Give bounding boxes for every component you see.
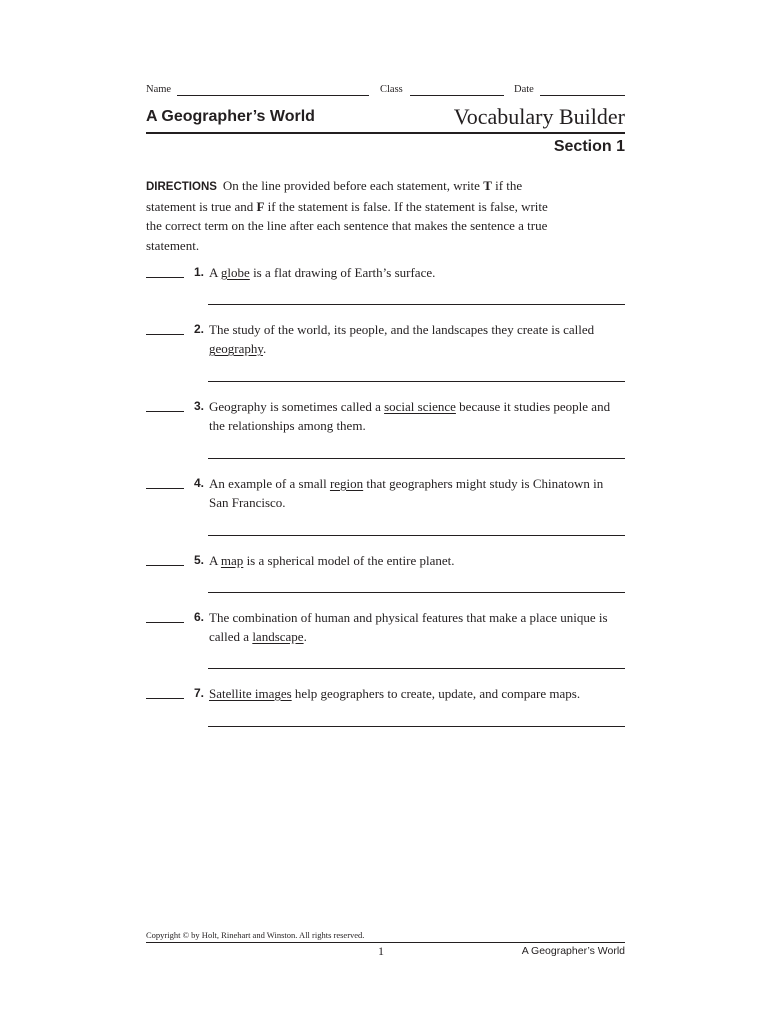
- directions-text-2: if the statement is true and: [146, 178, 523, 215]
- title-rule: [146, 132, 625, 134]
- chapter-title: A Geographer’s World: [146, 108, 315, 125]
- vocabulary-term: globe: [220, 265, 250, 280]
- student-info-row: [146, 84, 625, 98]
- vocabulary-term: social science: [384, 399, 456, 414]
- question-text: An example of a small region that geographers might study is Chinatown in San Francisco.: [209, 476, 604, 511]
- vocabulary-term: region: [329, 476, 364, 491]
- question-text: Satellite images help geographers to create, update, and compare maps.: [209, 686, 581, 701]
- vocabulary-term: geography: [209, 341, 264, 357]
- vocabulary-term: landscape: [252, 629, 304, 645]
- answer-line[interactable]: [208, 726, 625, 727]
- true-false-blank[interactable]: [146, 320, 184, 335]
- directions-label: DIRECTIONS: [146, 181, 217, 193]
- directions-text-3: if the statement is false. If the statement is false, write the correct term on the line after each sentence that makes the sentence a true statement.: [146, 199, 548, 253]
- question-number: 5.: [194, 553, 205, 567]
- name-line: [177, 95, 369, 96]
- footer-rule: [146, 942, 625, 943]
- answer-line[interactable]: [208, 668, 625, 669]
- class-line: [410, 95, 504, 96]
- true-false-blank[interactable]: [146, 263, 184, 278]
- question-number: 1.: [194, 265, 205, 279]
- footer-title: A Geographer’s World: [521, 945, 625, 957]
- true-false-blank[interactable]: [146, 474, 184, 489]
- question-text: The study of the world, its people, and the landscapes they create is called geography.: [209, 322, 595, 357]
- directions-text-1: On the line provided before each statement, write: [222, 178, 484, 193]
- question-number: 2.: [194, 322, 205, 336]
- question-text: The combination of human and physical features that make a place unique is called a landscape.: [209, 610, 608, 645]
- question-text: Geography is sometimes called a social science because it studies people and the relationships among them.: [209, 399, 611, 434]
- true-false-blank[interactable]: [146, 397, 184, 412]
- question-number: 7.: [194, 686, 205, 700]
- true-false-blank[interactable]: [146, 608, 184, 623]
- question-number: 6.: [194, 610, 205, 624]
- true-false-blank[interactable]: [146, 684, 184, 699]
- true-false-blank[interactable]: [146, 551, 184, 566]
- directions-false-letter: F: [256, 199, 265, 215]
- page-number: 1: [378, 944, 384, 958]
- directions-true-letter: T: [483, 178, 492, 193]
- worksheet-type: Vocabulary Builder: [453, 104, 625, 129]
- vocabulary-term: Satellite images: [209, 686, 292, 701]
- class-label: Class: [380, 84, 403, 95]
- section-label: Section 1: [553, 138, 625, 155]
- answer-line[interactable]: [208, 535, 625, 536]
- copyright-notice: Copyright © by Holt, Rinehart and Winston. All rights reserved.: [146, 930, 365, 940]
- answer-line[interactable]: [208, 592, 625, 593]
- question-number: 3.: [194, 399, 205, 413]
- answer-line[interactable]: [208, 304, 625, 305]
- question-text: A globe is a flat drawing of Earth’s surface.: [209, 265, 436, 280]
- directions: [146, 176, 566, 255]
- question-number: 4.: [194, 476, 205, 490]
- vocabulary-term: map: [220, 553, 244, 568]
- name-label: Name: [146, 84, 172, 95]
- answer-line[interactable]: [208, 381, 625, 382]
- date-line: [540, 95, 625, 96]
- answer-line[interactable]: [208, 458, 625, 459]
- date-label: Date: [514, 84, 534, 95]
- question-text: A map is a spherical model of the entire planet.: [209, 553, 455, 568]
